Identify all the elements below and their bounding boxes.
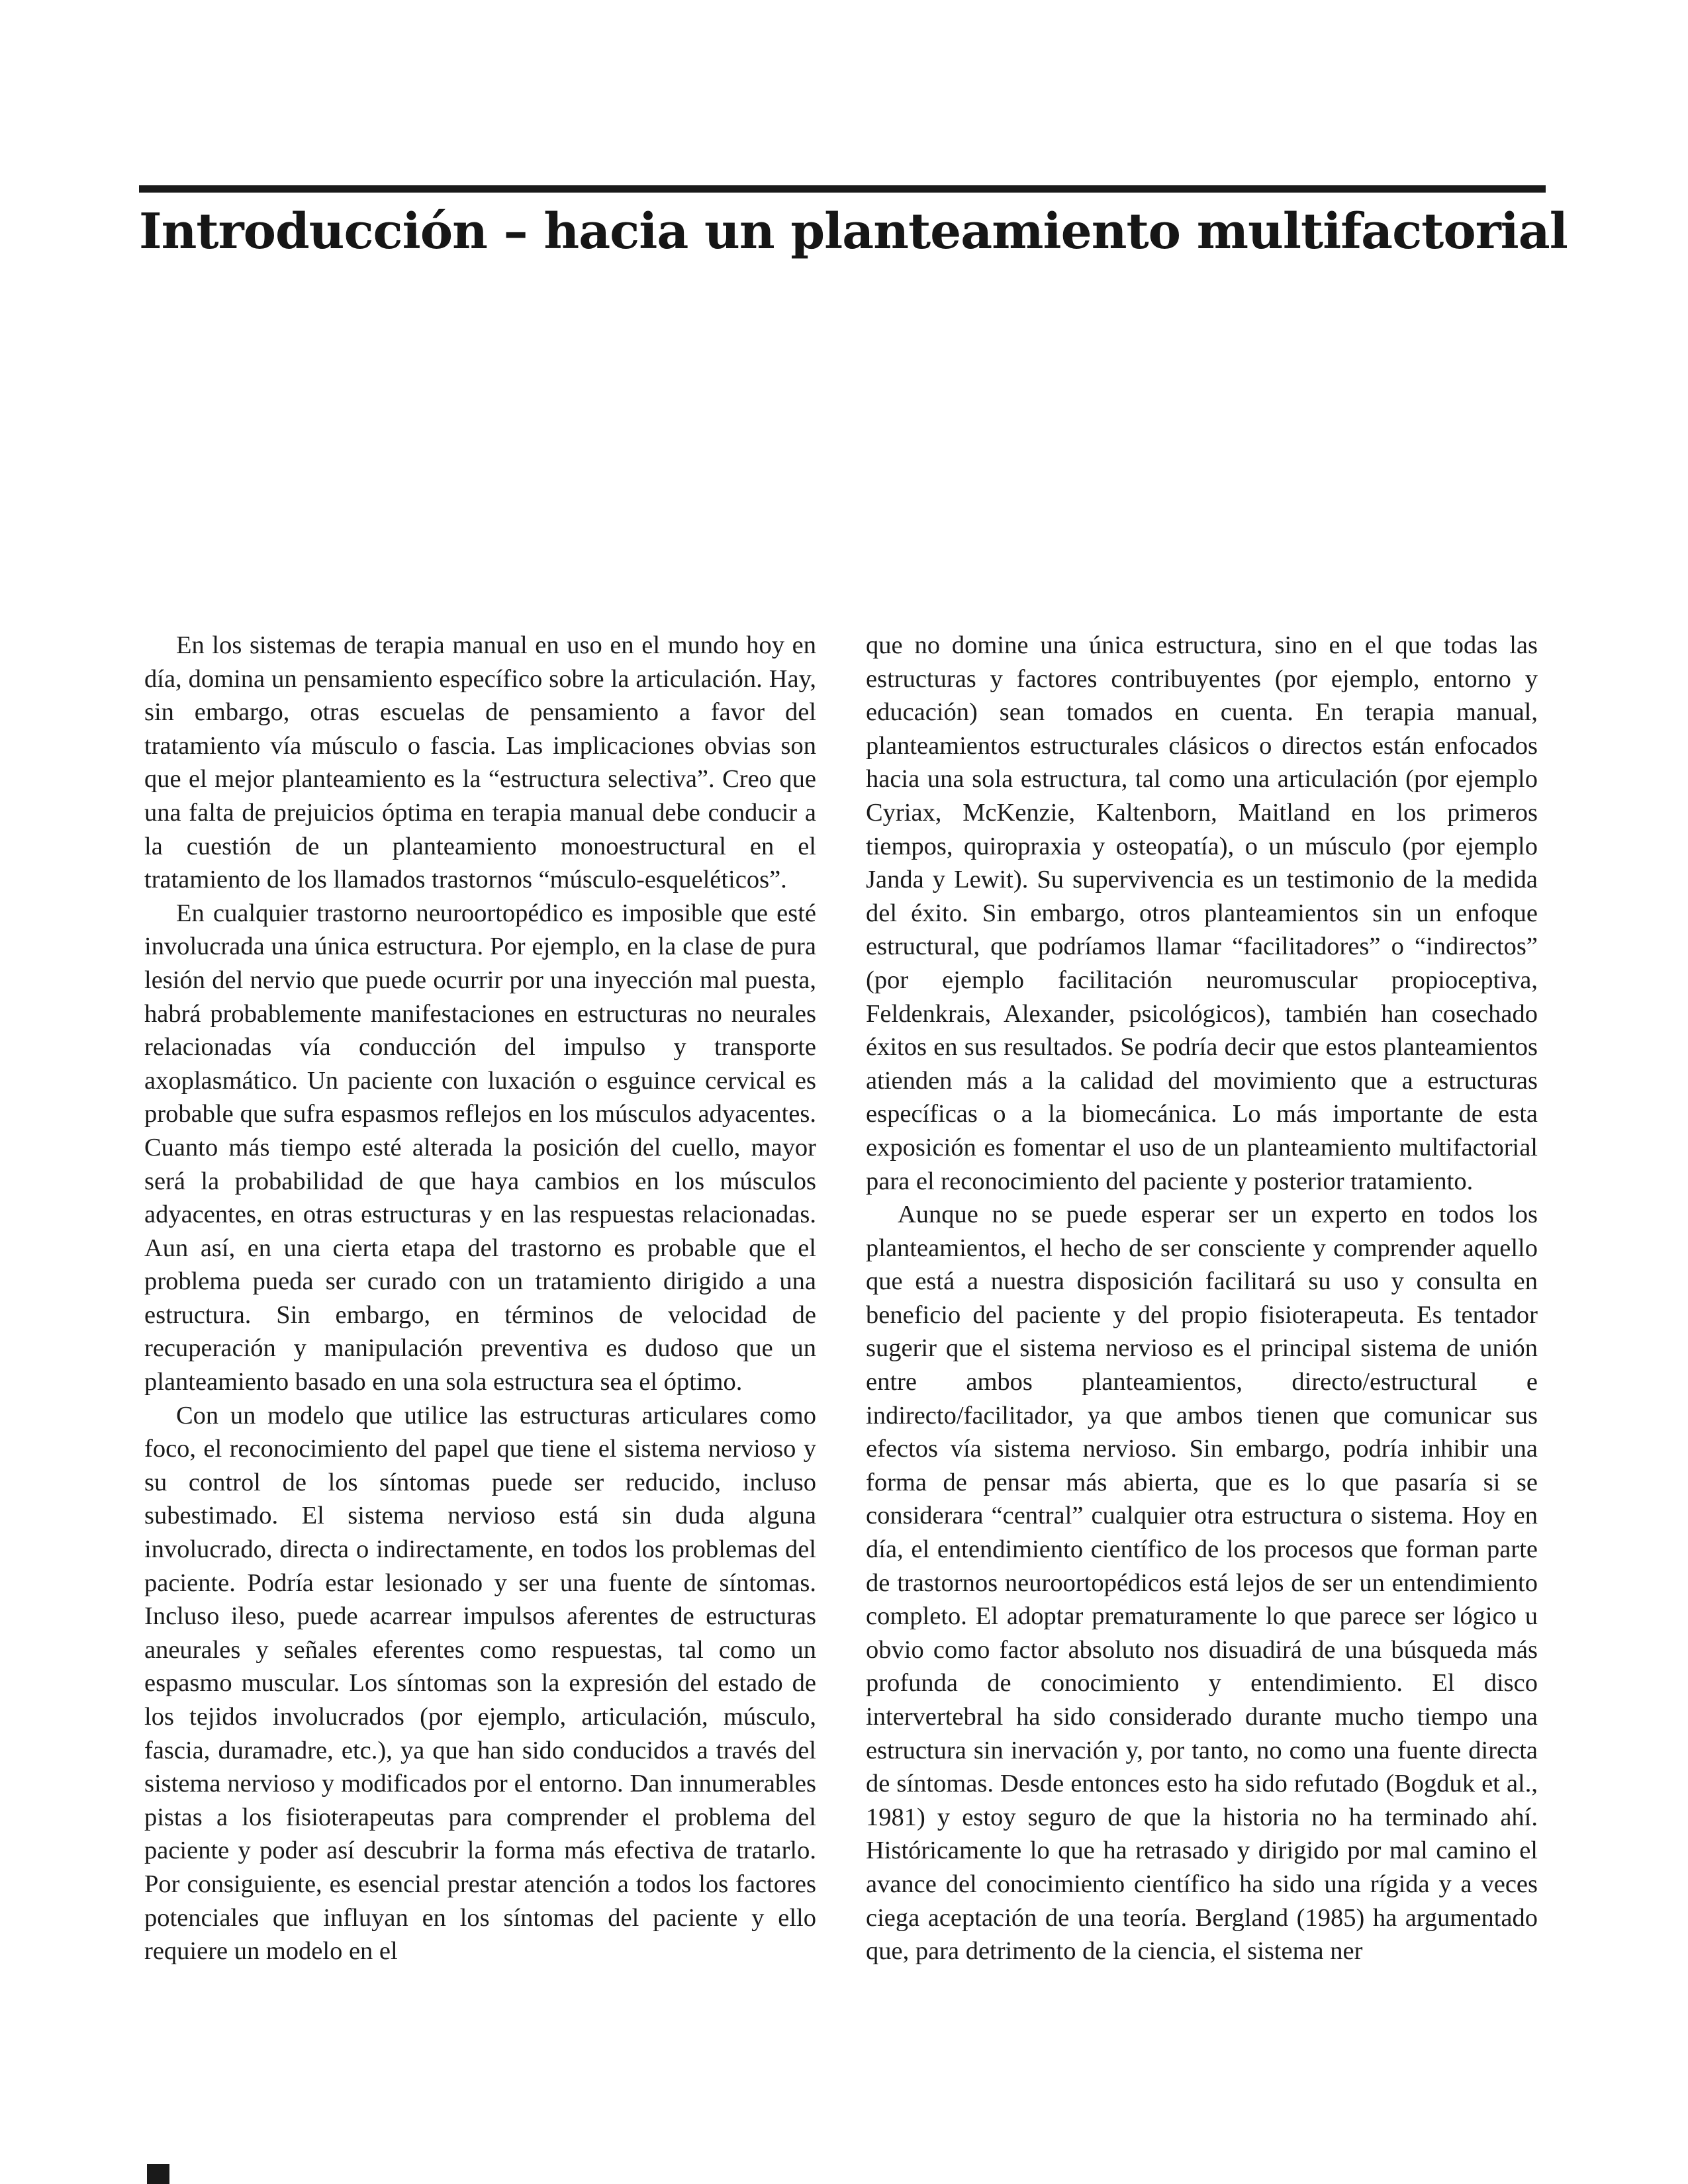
title-rule (139, 185, 1546, 193)
paragraph-1: En los sistemas de terapia manual en uso en el mundo hoy en día, domina un pensamiento específico sobre la articulación. Hay, sin embargo, otras escuelas de pensamiento a favor del tratamiento vía músculo o fascia. Las implicaciones obvias son que el mejor planteamiento es la “estructura selectiva”. Creo que una falta de prejuicios óptima en terapia manual debe conducir a la cuestión de un planteamiento monoestructural en el tratamiento de los llamados trastornos “músculo-esqueléticos”. (144, 631, 816, 894)
chapter-title: Introducción – hacia un planteamiento multifactorial (139, 203, 1568, 260)
paragraph-2: En cualquier trastorno neuroortopédico es imposible que esté involucrada una única estructura. Por ejemplo, en la clase de pura lesión del nervio que puede ocurrir por una inyección mal puesta, habrá probablemente manifestaciones en estructuras no neurales relacionadas vía conducción del impulso y transporte axoplasmático. Un paciente con luxación o esguince cervical es probable que sufra espasmos reflejos en los músculos adyacentes. Cuanto más tiempo esté alterada la posición del cuello, mayor será la probabilidad de que haya cambios en los músculos adyacentes, en otras estructuras y en las respuestas relacionadas. Aun así, en una cierta etapa del trastorno es probable que el problema pueda ser curado con un tratamiento dirigido a una estructura. Sin embargo, en términos de velocidad de recuperación y manipulación preventiva es dudoso que un planteamiento basado en una sola estructura sea el óptimo. (144, 899, 816, 1396)
left-column (144, 629, 816, 1968)
right-column (866, 629, 1538, 1968)
paragraph-4: Aunque no se puede esperar ser un experto en todos los planteamientos, el hecho de ser consciente y comprender aquello que está a nuestra disposición facilitará su uso y consulta en beneficio del paciente y del propio fisioterapeuta. Es tentador sugerir que el sistema nervioso es el principal sistema de unión entre ambos planteamientos, directo/estructural e indirecto/facilitador, ya que ambos tienen que comunicar sus efectos vía sistema nervioso. Sin embargo, podría inhibir una forma de pensar más abierta, que es lo que pasaría si se considerara “central” cualquier otra estructura o sistema. Hoy en día, el entendimiento científico de los procesos que forman parte de trastornos neuroortopédicos está lejos de ser un entendimiento completo. El adoptar prematuramente lo que parece ser lógico u obvio como factor absoluto nos disuadirá de una búsqueda más profunda de conocimiento y entendimiento. El disco intervertebral ha sido considerado durante mucho tiempo una estructura sin inervación y, por tanto, no como una fuente directa de síntomas. Desde entonces esto ha sido refutado (Bogduk et al., 1981) y estoy seguro de que la historia no ha terminado ahí. Históricamente lo que ha retrasado y dirigido por mal camino el avance del conocimiento científico ha sido una rígida y a veces ciega aceptación de una teoría. Bergland (1985) ha argumentado que, para detrimento de la ciencia, el sistema ner (866, 1201, 1538, 1966)
paragraph-3-continued: que no domine una única estructura, sino en el que todas las estructuras y factores contribuyentes (por ejemplo, entorno y educación) sean tomados en cuenta. En terapia manual, planteamientos estructurales clásicos o directos están enfocados hacia una sola estructura, tal como una articulación (por ejemplo Cyriax, McKenzie, Kaltenborn, Maitland en los primeros tiempos, quiropraxia y osteopatía), o un músculo (por ejemplo Janda y Lewit). Su supervivencia es un testimonio de la medida del éxito. Sin embargo, otros planteamientos sin un enfoque estructural, que podríamos llamar “facilitadores” o “indirectos” (por ejemplo facilitación neuromuscular propioceptiva, Feldenkrais, Alexander, psicológicos), también han cosechado éxitos en sus resultados. Se podría decir que estos planteamientos atienden más a la calidad del movimiento que a estructuras específicas o a la biomecánica. Lo más importante de esta exposición es fomentar el uso de un planteamiento multifactorial para el reconocimiento del paciente y posterior tratamiento. (866, 631, 1538, 1195)
paragraph-3: Con un modelo que utilice las estructuras articulares como foco, el reconocimiento del papel que tiene el sistema nervioso y su control de los síntomas puede ser reducido, incluso subestimado. El sistema nervioso está sin duda alguna involucrado, directa o indirectamente, en todos los problemas del paciente. Podría estar lesionado y ser una fuente de síntomas. Incluso ileso, puede acarrear impulsos aferentes de estructuras aneurales y señales eferentes como respuestas, tal como un espasmo muscular. Los síntomas son la expresión del estado de los tejidos involucrados (por ejemplo, articulación, músculo, fascia, duramadre, etc.), ya que han sido conducidos a través del sistema nervioso y modificados por el entorno. Dan innumerables pistas a los fisioterapeutas para comprender el problema del paciente y poder así descubrir la forma más efectiva de tratarlo. Por consiguiente, es esencial prestar atención a todos los factores potenciales que influyan en los síntomas del paciente y ello requiere un modelo en el (144, 1401, 816, 1966)
page-corner-mark (147, 2164, 169, 2184)
